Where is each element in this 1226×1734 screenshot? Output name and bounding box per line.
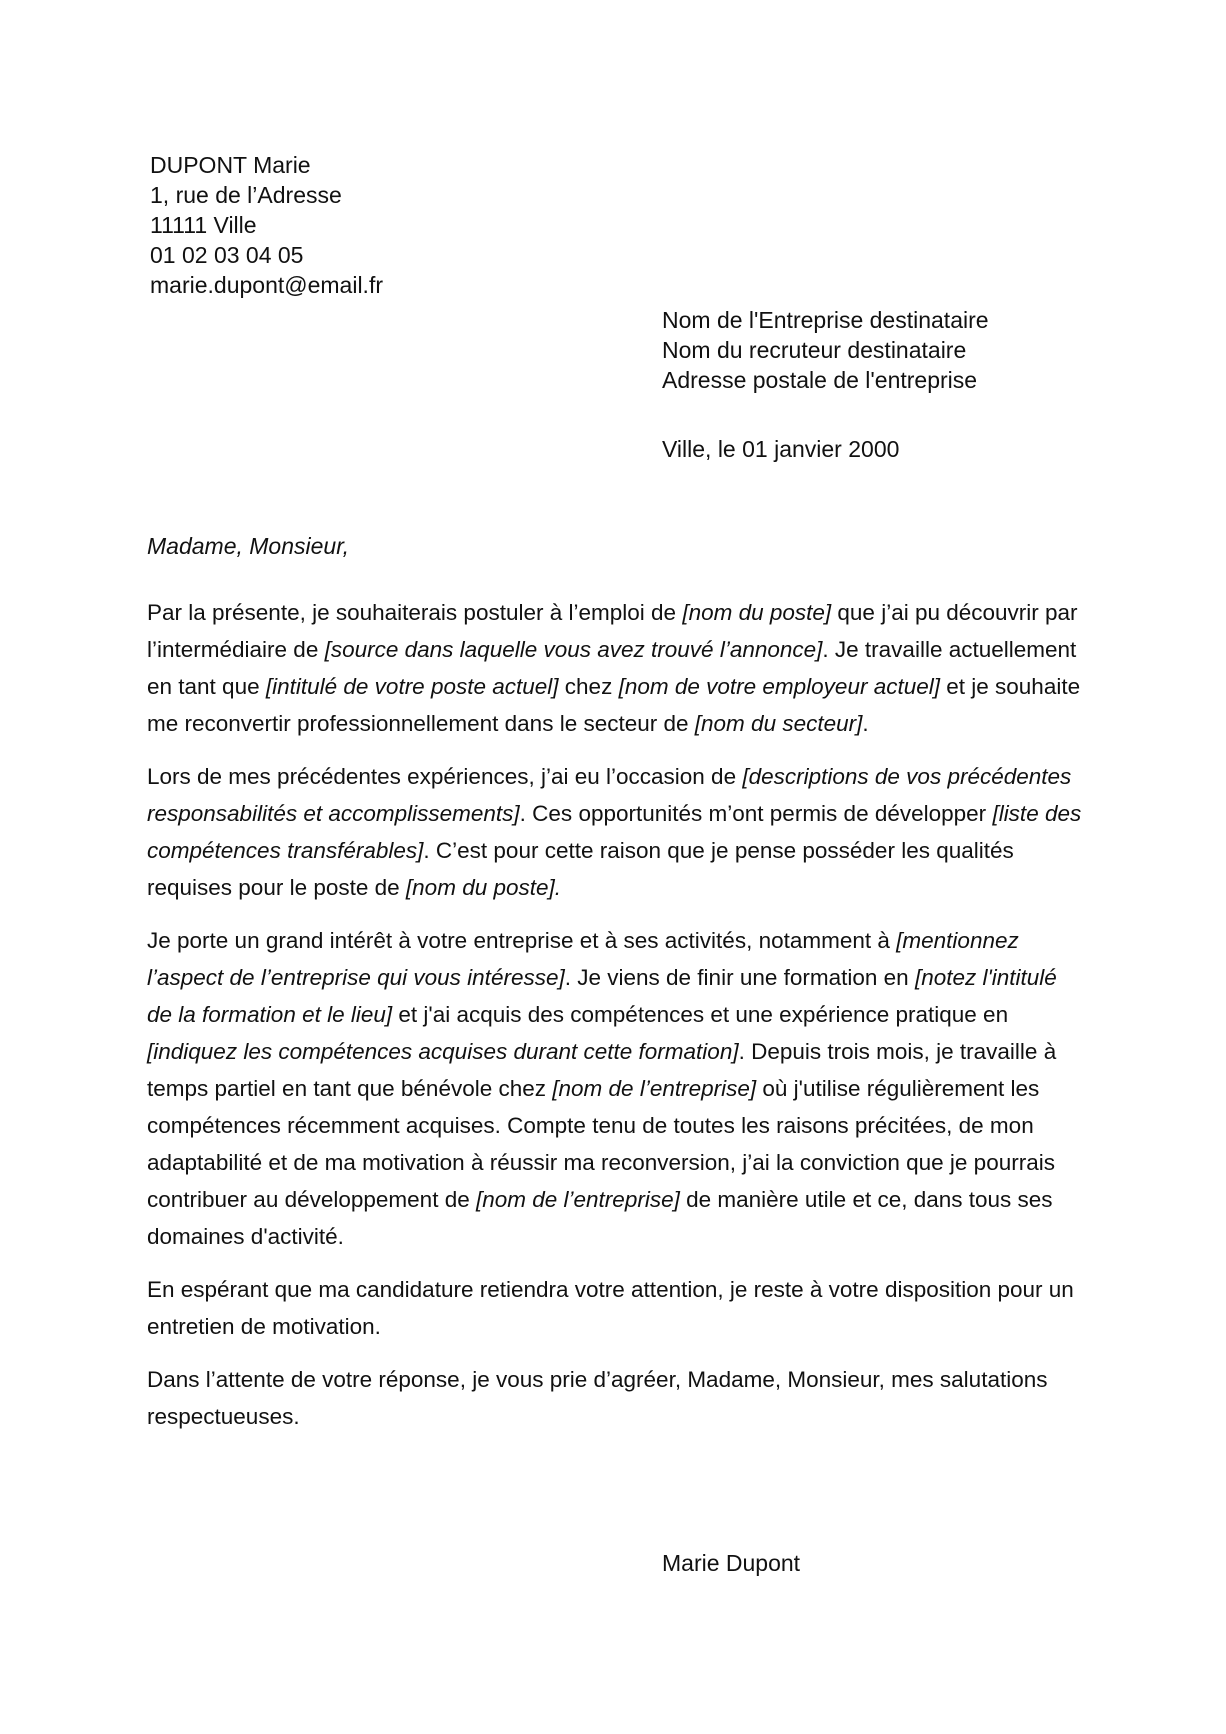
- recipient-recruiter: Nom du recruteur destinataire: [662, 337, 967, 363]
- placeholder-text: [notez l'intitulé de la formation et le lieu]: [147, 965, 1057, 1027]
- placeholder-text: [nom de l’entreprise]: [552, 1076, 757, 1101]
- text-segment: .: [862, 711, 869, 736]
- salutation: Madame, Monsieur,: [147, 533, 349, 559]
- recipient-company: Nom de l'Entreprise destinataire: [662, 307, 989, 333]
- placeholder-text: [mentionnez l’aspect de l’entreprise qui vous intéresse]: [147, 928, 1019, 990]
- placeholder-text: [nom du poste].: [405, 875, 562, 900]
- placeholder-text: [nom du secteur]: [694, 711, 863, 736]
- recipient-address: Adresse postale de l'entreprise: [662, 367, 978, 393]
- text-segment: . Ces opportunités m’ont permis de développer: [519, 801, 993, 826]
- text-segment: . Je viens de finir une formation en: [564, 965, 915, 990]
- letter-body: [147, 594, 1087, 1451]
- placeholder-text: [nom de l’entreprise]: [475, 1187, 680, 1212]
- text-segment: Lors de mes précédentes expériences, j’ai eu l’occasion de: [147, 764, 743, 789]
- text-segment: que j’ai pu découvrir par l’intermédiaire de: [147, 600, 1078, 662]
- text-segment: de manière utile et ce, dans tous ses domaines d'activité.: [147, 1187, 1053, 1249]
- sender-phone: 01 02 03 04 05: [150, 242, 304, 268]
- sender-email: marie.dupont@email.fr: [150, 272, 383, 298]
- paragraph-motivation: [147, 922, 1087, 1255]
- text-segment: Je porte un grand intérêt à votre entreprise et à ses activités, notamment à: [147, 928, 897, 953]
- text-segment: et j'ai acquis des compétences et une expérience pratique en: [392, 1002, 1009, 1027]
- sender-block: [150, 150, 383, 300]
- sender-city: 11111 Ville: [150, 212, 257, 238]
- letter-date: Ville, le 01 janvier 2000: [662, 436, 900, 462]
- placeholder-text: [indiquez les compétences acquises durant cette formation]: [147, 1039, 739, 1064]
- text-segment: . Depuis trois mois, je travaille à temps partiel en tant que bénévole chez: [147, 1039, 1057, 1101]
- paragraph-availability: En espérant que ma candidature retiendra votre attention, je reste à votre disposition pour un entretien de motivation.: [147, 1277, 1074, 1339]
- text-segment: . C’est pour cette raison que je pense posséder les qualités requises pour le poste de: [147, 838, 1014, 900]
- placeholder-text: [nom du poste]: [682, 600, 832, 625]
- placeholder-text: [descriptions de vos précédentes responsabilités et accomplissements]: [147, 764, 1072, 826]
- signature: Marie Dupont: [662, 1550, 801, 1576]
- placeholder-text: [nom de votre employeur actuel]: [618, 674, 940, 699]
- placeholder-text: [liste des compétences transférables]: [147, 801, 1082, 863]
- text-segment: Par la présente, je souhaiterais postuler à l’emploi de: [147, 600, 683, 625]
- sender-street: 1, rue de l’Adresse: [150, 182, 342, 208]
- placeholder-text: [source dans laquelle vous avez trouvé l’annonce]: [324, 637, 823, 662]
- sender-name: DUPONT Marie: [150, 152, 311, 178]
- paragraph-intro: [147, 594, 1087, 742]
- text-segment: . Je travaille actuellement en tant que: [147, 637, 1077, 699]
- text-segment: et je souhaite me reconvertir professionnellement dans le secteur de: [147, 674, 1081, 736]
- paragraph-closing: Dans l’attente de votre réponse, je vous prie d’agréer, Madame, Monsieur, mes salutations respectueuses.: [147, 1367, 1048, 1429]
- paragraph-experience: [147, 758, 1087, 906]
- recipient-block: [662, 305, 989, 395]
- text-segment: chez: [558, 674, 619, 699]
- text-segment: où j'utilise régulièrement les compétences récemment acquises. Compte tenu de toutes les raisons précitées, de mon adaptabilité et de ma motivation à réussir ma reconversion, j’ai la conviction que je pourrais contribuer au développement de: [147, 1076, 1055, 1212]
- placeholder-text: [intitulé de votre poste actuel]: [265, 674, 559, 699]
